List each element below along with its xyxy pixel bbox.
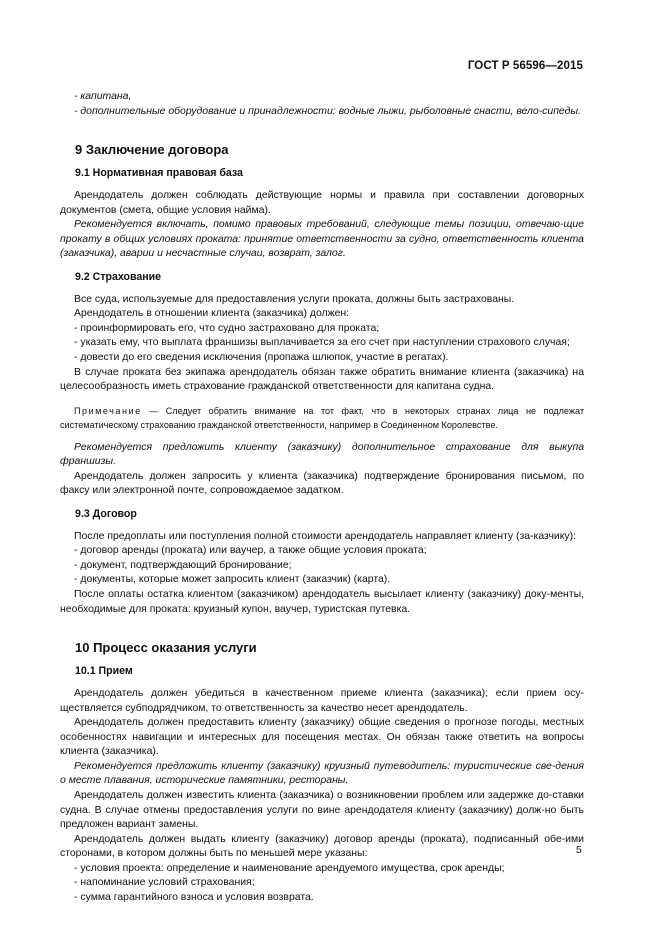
note-text: — Следует обратить внимание на тот факт, что в некоторых странах лица не подлежат систематическому страхованию гражданской ответственности, например в Соединенном Королевстве. [60,405,584,431]
paragraph: Арендодатель должен соблюдать действующие нормы и правила при составлении договорных документов (смета, общие условия найма). [60,190,584,216]
list-item: - документы, которые может запросить клиент (заказчик) (карта). [74,574,391,586]
section-9-3-title: 9.3 Договор [75,507,137,520]
paragraph: После оплаты остатка клиентом (заказчиком) арендодатель высылает клиенту (заказчику) доку-менты, необходимые для проката: круизный купон, ваучер, туристская путевка. [60,589,584,615]
document-body [60,90,584,905]
paragraph: Все суда, используемые для предоставления услуги проката, должны быть застрахованы. [74,293,515,305]
paragraph: В случае проката без экипажа арендодатель обязан также обратить внимание клиента (заказчика) на целесообразность иметь страхование гражданской ответственности для капитана судна. [60,366,584,393]
note [60,404,584,433]
section-9-title: 9 Заключение договора [75,142,229,158]
list-item: - проинформировать его, что судно застраховано для проката; [74,322,380,334]
paragraph: Арендодатель должен запросить у клиента (заказчика) подтверждение бронирования письмом, по факсу или электронной почте, сопровождаемое задатком. [60,470,584,497]
list-item: - указать ему, что выплата франшизы выплачивается за его счет при наступлении страхового случая; [74,337,570,349]
paragraph: Арендодатель должен предоставить клиенту (заказчику) общие сведения о прогнозе погоды, местных особенностях навигации и интересных для посещения местах. Он обязан также ответить на вопросы клиента (заказчика). [60,717,584,758]
section-10-title: 10 Процесс оказания услуги [75,640,257,656]
paragraph-recommendation: Рекомендуется включать, помимо правовых требований, следующие темы позиции, отвечаю-щие прокату в общих условиях проката: принятие ответственности за судно, ответственность клиента (заказчика), аварии и несчастные случаи, возврат, залог. [60,219,584,260]
section-9-1-title: 9.1 Нормативная правовая база [75,167,243,180]
paragraph: Арендодатель в отношении клиента (заказчика) должен: [74,308,350,320]
list-item: - дополнительные оборудование и принадлежности: водные лыжи, рыболовные снасти, вело-сипеды. [74,105,581,117]
list-item: - условия проекта: определение и наименование арендуемого имущества, срок аренды; [74,862,505,874]
list-item: - договор аренды (проката) или ваучер, а также общие условия проката; [74,545,427,557]
document-code: ГОСТ Р 56596—2015 [467,60,583,72]
section-9-2-title: 9.2 Страхование [75,270,162,283]
list-item: - капитана, [74,91,132,102]
list-item: - напоминание условий страхования; [74,877,255,889]
paragraph: Арендодатель должен выдать клиенту (заказчику) договор аренды (проката), подписанный обе-ими сторонами, в котором должны быть по меньшей мере указаны: [60,833,584,860]
list-item: - сумма гарантийного взноса и условия возврата. [74,891,314,903]
paragraph: Арендодатель должен убедиться в качественном приеме клиента (заказчика); если прием осу-ществляется субподрядчиком, то ответственность за качество несет арендодатель. [60,688,584,714]
paragraph: Арендодатель должен известить клиента (заказчика) о возникновении проблем или задержке до-ставки судна. В случае отмены предоставления услуги по вине арендодателя клиенту (заказчику) долж-но быть предложен вариант замены. [60,789,584,831]
page-number: 5 [576,844,582,856]
paragraph-recommendation: Рекомендуется предложить клиенту (заказчику) дополнительное страхование для выкупа франшизы. [60,441,584,468]
list-item: - документ, подтверждающий бронирование; [74,559,292,571]
paragraph: После предоплаты или поступления полной стоимости арендодатель направляет клиенту (за-казчику): [74,530,577,542]
section-10-1-title: 10.1 Прием [75,665,133,678]
paragraph-recommendation: Рекомендуется предложить клиенту (заказчику) круизный путеводитель: туристические све-дения о месте плавания, исторические памятники, рестораны. [60,760,584,787]
note-label: Примечание [74,405,142,416]
list-item: - довести до его сведения исключения (пропажа шлюпок, участие в регатах). [74,352,449,364]
